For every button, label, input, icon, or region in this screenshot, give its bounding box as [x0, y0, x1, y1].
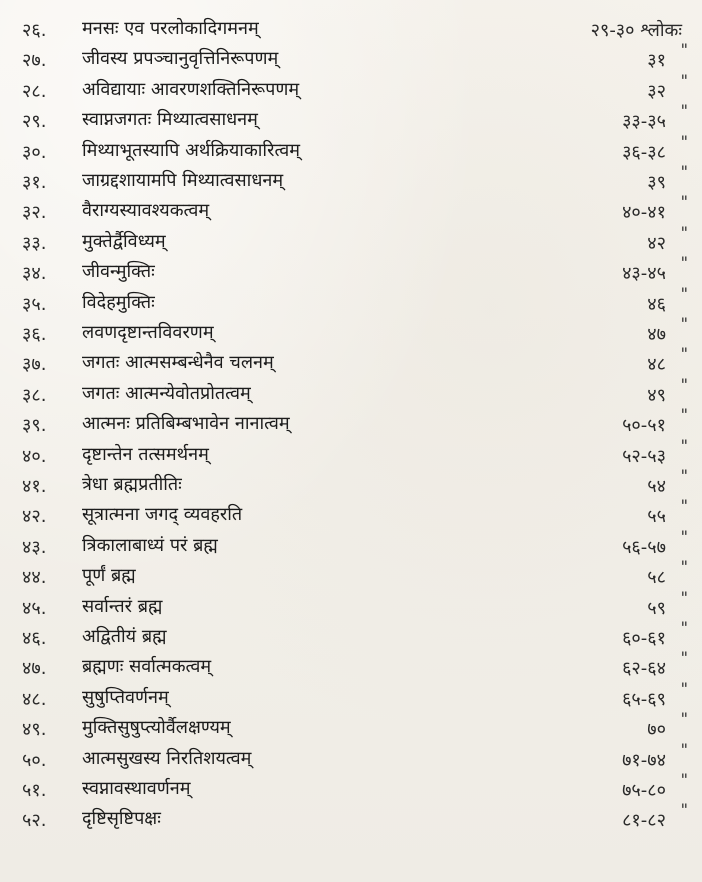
toc-row: [0, 526, 702, 561]
toc-entry-number: ४२.: [22, 506, 47, 528]
toc-entry-number: ५२.: [22, 810, 47, 832]
toc-row: [0, 192, 702, 226]
toc-entry-number: ४४.: [22, 567, 47, 589]
toc-entry-ditto-mark: ": [680, 283, 688, 303]
toc-entry-number: ४१.: [22, 476, 47, 497]
toc-entry-verse-ref: ४८: [647, 354, 666, 376]
toc-entry-ditto-mark: ": [680, 192, 688, 212]
toc-entry-title: त्रेधा ब्रह्मप्रतीतिः: [82, 474, 182, 495]
toc-entry-verse-ref: ६०-६१: [622, 628, 666, 649]
toc-entry-verse-ref: ३१: [647, 50, 666, 72]
toc-entry-title: जाग्रद्दशायामपि मिथ्यात्वसाधनम्: [82, 170, 284, 191]
toc-entry-number: ४६.: [22, 628, 47, 649]
toc-entry-verse-ref: ६५-६९: [622, 688, 666, 710]
toc-entry-ditto-mark: ": [680, 222, 688, 242]
toc-entry-verse-ref: ५९: [647, 597, 666, 619]
toc-entry-title: वैराग्यस्यावश्यकत्वम्: [82, 200, 210, 222]
toc-entry-verse-ref: ५२-५३: [622, 445, 666, 467]
toc-row: [0, 283, 702, 318]
toc-row: [0, 162, 702, 196]
toc-entry-verse-ref: ८१-८२: [622, 810, 666, 832]
toc-entry-ditto-mark: ": [680, 587, 688, 607]
toc-entry-number: ५०.: [22, 749, 47, 771]
toc-entry-number: ३९.: [22, 415, 47, 437]
toc-entry-number: ३४.: [22, 263, 47, 285]
toc-entry-title: विदेहमुक्तिः: [82, 291, 155, 313]
toc-entry-ditto-mark: ": [680, 648, 688, 668]
toc-row: [0, 101, 702, 135]
toc-entry-number: ३२.: [22, 202, 47, 224]
toc-entry-title: त्रिकालाबाध्यं परं ब्रह्म: [82, 534, 218, 556]
toc-row: [0, 587, 702, 622]
toc-row: [0, 648, 702, 682]
toc-entry-title: मिथ्याभूतस्यापि अर्थक्रियाकारित्वम्: [82, 139, 300, 161]
toc-entry-title: दृष्टिसृष्टिपक्षः: [82, 808, 161, 830]
toc-entry-ditto-mark: ": [680, 131, 688, 151]
toc-row: [0, 800, 702, 834]
toc-entry-number: ३१.: [22, 172, 47, 193]
toc-entry-number: २८.: [22, 80, 47, 102]
toc-entry-verse-ref: ५५: [647, 506, 666, 528]
toc-entry-number: ४९.: [22, 719, 47, 741]
toc-entry-title: दृष्टान्तेन तत्समर्थनम्: [82, 443, 209, 465]
toc-entry-verse-ref: ५६-५७: [622, 536, 666, 558]
toc-row: [0, 557, 702, 591]
toc-entry-title: आत्मनः प्रतिबिम्बभावेन नानात्वम्: [82, 413, 290, 435]
toc-entry-title: सर्वान्तरं ब्रह्म: [82, 595, 163, 617]
toc-row: [0, 678, 702, 713]
toc-entry-title: सुषुप्तिवर्णनम्: [82, 686, 169, 708]
toc-entry-title: अविद्यायाः आवरणशक्तिनिरूपणम्: [82, 78, 300, 100]
toc-entry-number: २९.: [22, 111, 47, 133]
toc-entry-ditto-mark: ": [680, 70, 688, 90]
toc-row: [0, 405, 702, 439]
toc-row: [0, 466, 702, 500]
toc-entry-title: अद्वितीयं ब्रह्म: [82, 626, 167, 647]
toc-entry-number: ४०.: [22, 445, 47, 467]
toc-entry-title: सूत्रात्मना जगद् व्यवहरति: [82, 504, 243, 526]
toc-entry-ditto-mark: ": [680, 739, 688, 759]
toc-entry-number: ५१.: [22, 780, 47, 801]
toc-entry-ditto-mark: ": [680, 800, 688, 820]
toc-row: [0, 222, 702, 257]
toc-entry-verse-ref: ७१-७४: [622, 749, 666, 771]
toc-entry-ditto-mark: ": [680, 374, 688, 394]
toc-entry-ditto-mark: ": [680, 466, 688, 485]
toc-entry-ditto-mark: ": [680, 344, 688, 364]
toc-entry-verse-ref: ४९: [647, 384, 666, 406]
toc-entry-title: ब्रह्मणः सर्वात्मकत्वम्: [82, 656, 212, 678]
toc-entry-number: ४८.: [22, 688, 47, 710]
toc-entry-ditto-mark: ": [680, 314, 688, 333]
toc-entry-title: स्वाप्नजगतः मिथ्यात्वसाधनम्: [82, 109, 258, 131]
toc-entry-title: पूर्णं ब्रह्म: [82, 565, 136, 587]
toc-entry-title: जगतः आत्मन्येवोतप्रोतत्वम्: [82, 382, 251, 404]
toc-entry-verse-ref: ४३-४५: [622, 263, 666, 285]
toc-entry-ditto-mark: ": [680, 557, 688, 577]
toc-entry-title: मनसः एव परलोकादिगमनम्: [82, 18, 259, 39]
toc-entry-verse-ref: ७०: [647, 719, 666, 741]
toc-row: [0, 739, 702, 774]
toc-entry-number: ३३.: [22, 232, 47, 254]
toc-entry-title: जीवन्मुक्तिः: [82, 261, 155, 283]
toc-entry-ditto-mark: ": [680, 253, 688, 273]
toc-entry-title: जीवस्य प्रपञ्चानुवृत्तिनिरूपणम्: [82, 48, 279, 70]
toc-entry-verse-ref: २९-३० श्लोकः: [590, 20, 682, 41]
toc-entry-ditto-mark: ": [680, 770, 688, 789]
toc-row: [0, 253, 702, 287]
toc-entry-ditto-mark: ": [680, 40, 688, 60]
toc-entry-number: ३०.: [22, 141, 47, 163]
toc-row: [0, 435, 702, 470]
toc-row: [0, 709, 702, 743]
toc-row: [0, 618, 702, 652]
toc-entry-number: २७.: [22, 50, 47, 72]
toc-row: [0, 40, 702, 74]
toc-entry-title: आत्मसुखस्य निरतिशयत्वम्: [82, 747, 252, 769]
toc-entry-ditto-mark: ": [680, 526, 688, 546]
toc-entry-verse-ref: ४७: [647, 324, 666, 345]
toc-entry-verse-ref: ७५-८०: [622, 780, 666, 801]
toc-entry-verse-ref: ३६-३८: [622, 141, 666, 163]
toc-entry-verse-ref: ३३-३५: [622, 111, 666, 133]
toc-entry-ditto-mark: ": [680, 405, 688, 425]
toc-entry-number: ४७.: [22, 658, 47, 680]
toc-entry-number: ३५.: [22, 293, 47, 315]
toc-row: [0, 344, 702, 378]
toc-entry-verse-ref: ५८: [647, 567, 666, 589]
toc-entry-verse-ref: ४०-४१: [622, 202, 666, 224]
toc-entry-verse-ref: ५४: [647, 476, 666, 497]
toc-row: [0, 314, 702, 348]
toc-row: [0, 374, 702, 409]
toc-row: [0, 131, 702, 166]
toc-entry-title: मुक्तेर्द्वैविध्यम्: [82, 230, 166, 252]
toc-entry-ditto-mark: ": [680, 435, 688, 455]
toc-entry-verse-ref: ३२: [647, 80, 666, 102]
toc-entry-verse-ref: ६२-६४: [622, 658, 666, 680]
toc-entry-ditto-mark: ": [680, 496, 688, 516]
toc-entry-ditto-mark: ": [680, 709, 688, 729]
toc-entry-verse-ref: ४२: [647, 232, 666, 254]
toc-entry-verse-ref: ४६: [647, 293, 666, 315]
toc-entry-number: २६.: [22, 20, 47, 41]
toc-row: [0, 70, 702, 105]
toc-entry-verse-ref: ५०-५१: [622, 415, 666, 437]
toc-entry-number: ३७.: [22, 354, 47, 376]
toc-entry-ditto-mark: ": [680, 678, 688, 698]
toc-entry-ditto-mark: ": [680, 618, 688, 637]
toc-entry-number: ४५.: [22, 597, 47, 619]
toc-entry-title: लवणदृष्टान्तविवरणम्: [82, 322, 214, 343]
toc-entry-number: ४३.: [22, 536, 47, 558]
toc-entry-title: जगतः आत्मसम्बन्धेनैव चलनम्: [82, 352, 274, 374]
toc-entry-ditto-mark: ": [680, 101, 688, 121]
toc-entry-number: ३६.: [22, 324, 47, 345]
toc-entry-number: ३८.: [22, 384, 47, 406]
toc-row: [0, 14, 702, 44]
toc-entry-ditto-mark: ": [680, 162, 688, 181]
toc-entry-title: स्वप्नावस्थावर्णनम्: [82, 778, 191, 799]
toc-row: [0, 770, 702, 804]
toc-entry-title: मुक्तिसुषुप्त्योर्वैलक्षण्यम्: [82, 717, 231, 739]
toc-entry-verse-ref: ३९: [647, 172, 666, 193]
toc-row: [0, 496, 702, 530]
